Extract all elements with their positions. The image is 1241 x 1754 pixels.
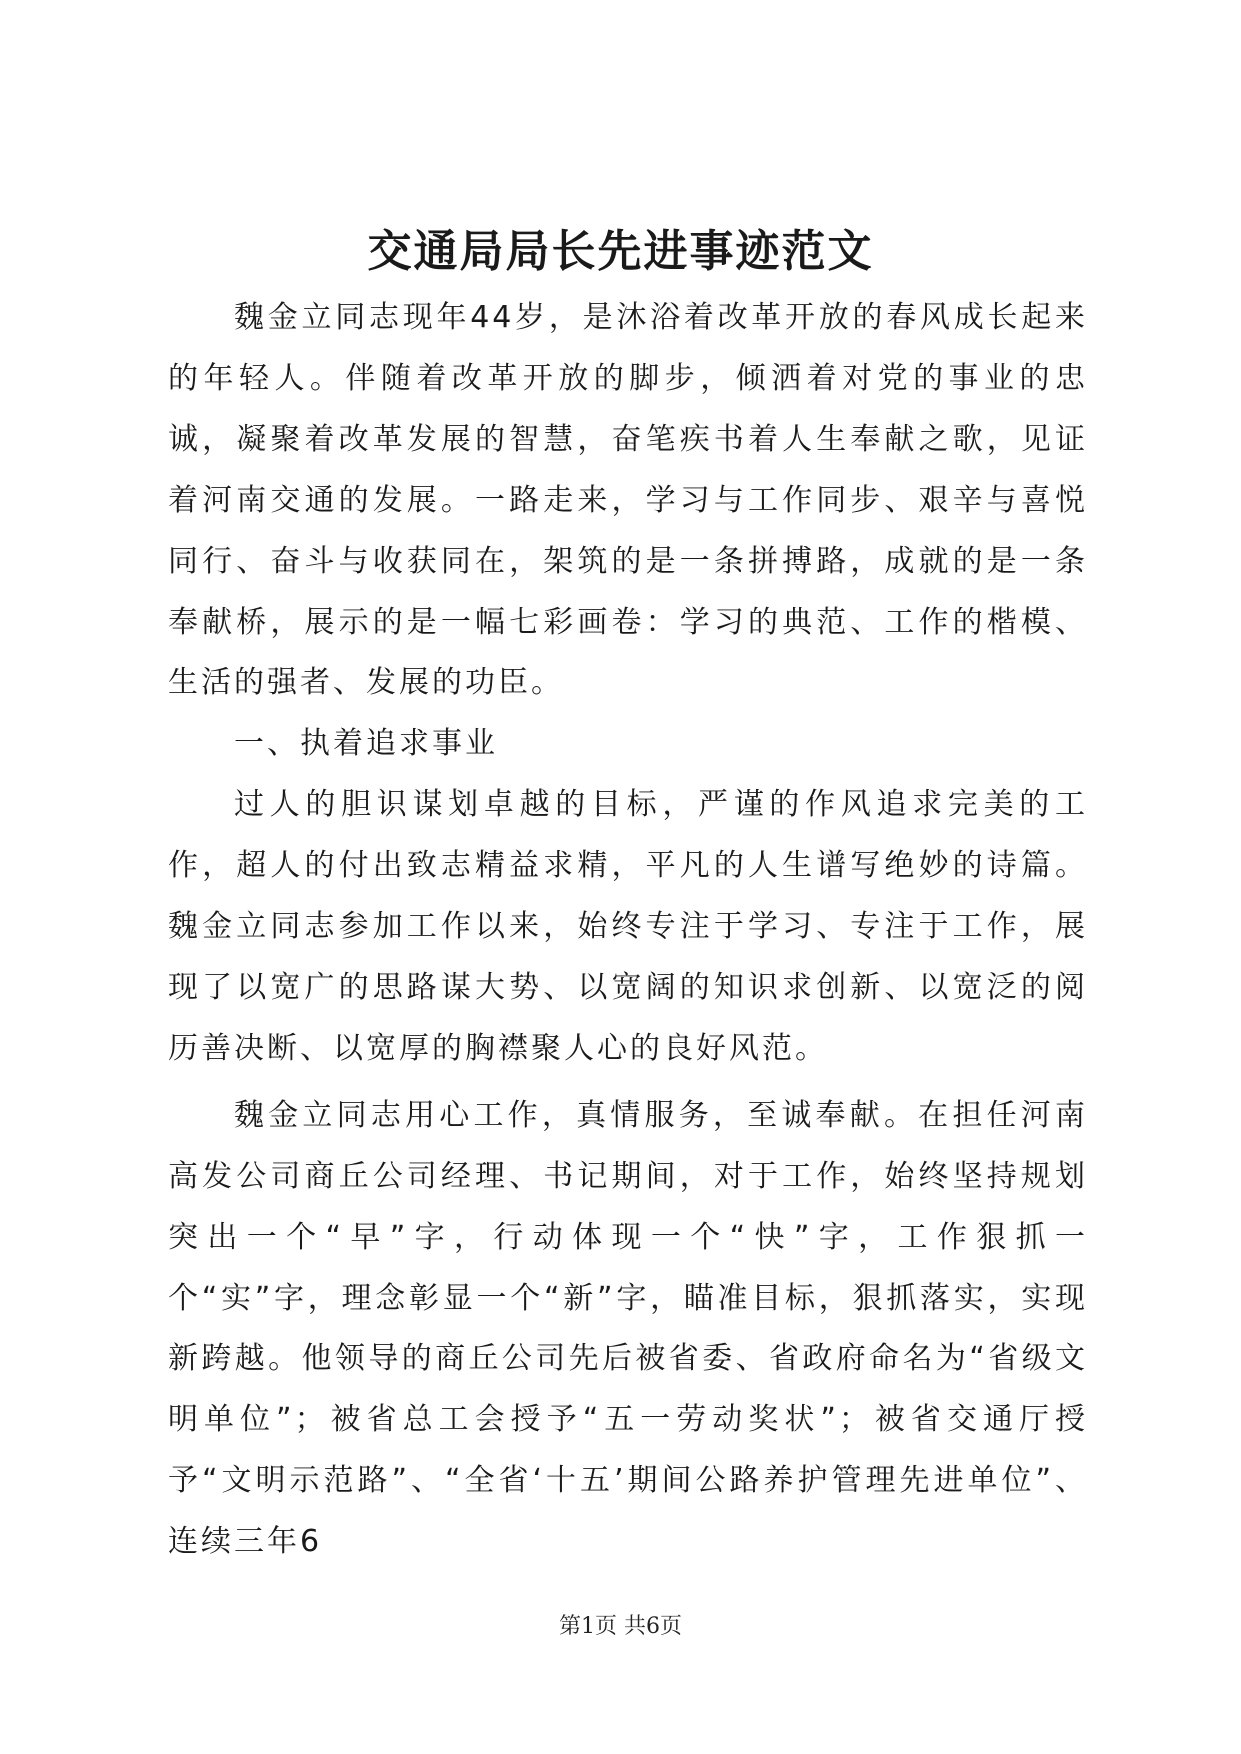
document-body [168, 288, 1088, 1573]
document-title: 交通局局长先进事迹范文 [367, 226, 874, 277]
paragraph-achievements: 魏金立同志用心工作，真情服务，至诚奉献。在担任河南高发公司商丘公司经理、书记期间，对于工作，始终坚持规划突出一个“早”字，行动体现一个“快”字，工作狠抓一个“实”字，理念彰显一个“新”字，瞄准目标，狠抓落实，实现新跨越。他领导的商丘公司先后被省委、省政府命名为“省级文明单位”；被省总工会授予“五一劳动奖状”；被省交通厅授予“文明示范路”、“全省‘十五’期间公路养护管理先进单位”、连续三年6 [168, 1097, 1088, 1560]
paragraph-intro: 魏金立同志现年44岁，是沐浴着改革开放的春风成长起来的年轻人。伴随着改革开放的脚步，倾洒着对党的事业的忠诚，凝聚着改革发展的智慧，奋笔疾书着人生奉献之歌，见证着河南交通的发展。一路走来，学习与工作同步、艰辛与喜悦同行、奋斗与收获同在，架筑的是一条拼搏路，成就的是一条奉献桥，展示的是一幅七彩画卷：学习的典范、工作的楷模、生活的强者、发展的功臣。 [168, 300, 1088, 701]
section-heading: 一、执着追求事业 [234, 726, 498, 762]
paragraph-section-one: 过人的胆识谋划卓越的目标，严谨的作风追求完美的工作，超人的付出致志精益求精，平凡的人生谱写绝妙的诗篇。魏金立同志参加工作以来，始终专注于学习、专注于工作，展现了以宽广的思路谋大势、以宽阔的知识求创新、以宽泛的阅历善决断、以宽厚的胸襟聚人心的良好风范。 [168, 787, 1088, 1066]
page-footer: 第1页 共6页 [559, 1614, 682, 1639]
